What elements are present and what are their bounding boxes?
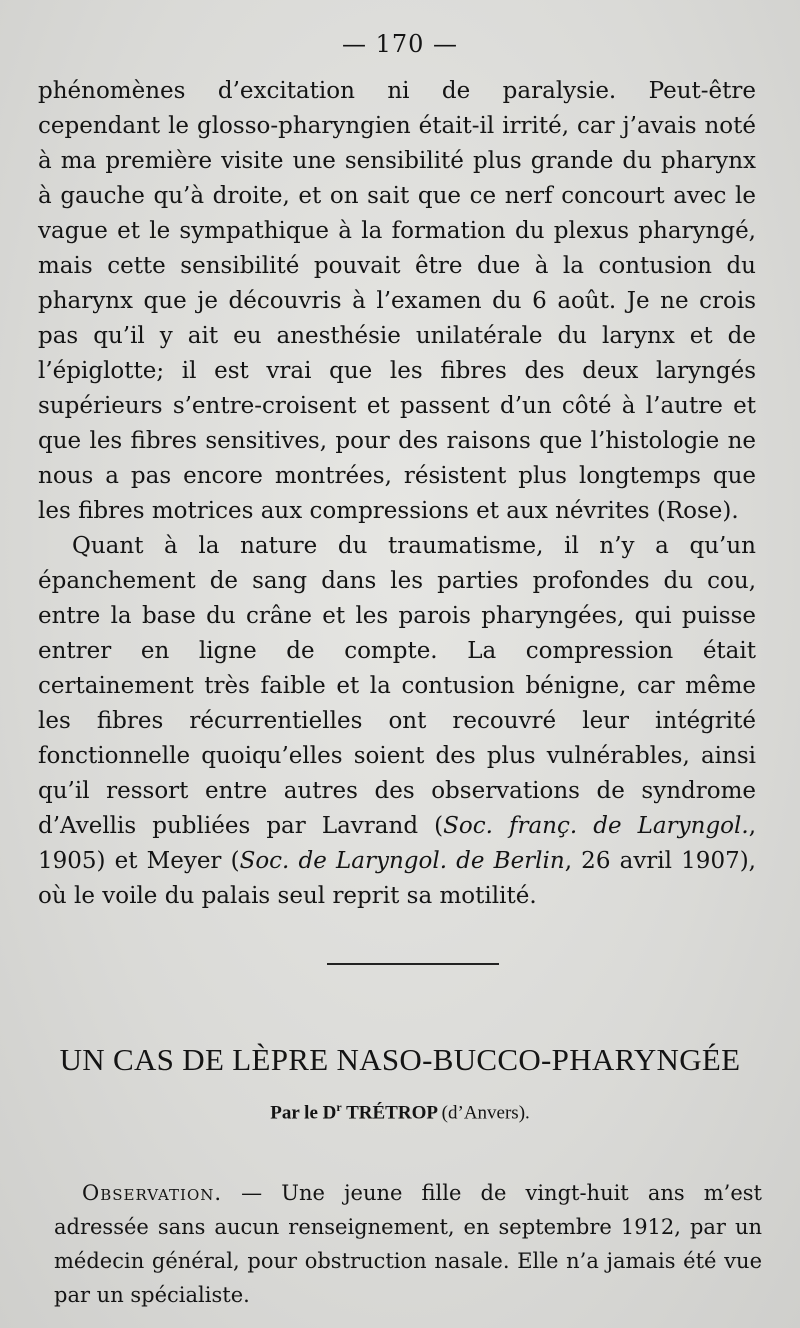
observation-text: — Une jeune fille de vingt-huit ans m’est adressée sans aucun renseignement, en septembre 1912, par un médecin général, pour obstruction nasale. Elle n’a jamais été vue par un spécialiste.: [54, 1181, 762, 1307]
section-divider: [327, 963, 499, 965]
observation-label: Observation.: [82, 1181, 223, 1205]
reference-meyer: Soc. de Laryngol. de Berlin: [239, 848, 565, 874]
paragraph-trauma-part1: Quant à la nature du traumatisme, il n’y a qu’un épanchement de sang dans les parties profondes du cou, entre la base du crâne et les parois pharyngées, qui puisse entrer en ligne de compte. La compression était certainement très faible et la contusion bénigne, car même les fibres récurrentielles ont recouvré leur intégrité fonctionnelle quoiqu’elles soient des plus vulnérables, ainsi qu’il ressort entre autres des observations de syndrome d’Avellis publiées par Lavrand (: [38, 533, 756, 839]
paragraph-trauma-part3: , 26 avril 1907), où le voile du palais seul reprit sa motilité.: [38, 848, 756, 909]
observation-section: [54, 1176, 762, 1312]
observation-paragraph: [54, 1176, 762, 1312]
paragraph-trauma: [38, 529, 756, 914]
byline-prefix: Par le D: [270, 1102, 337, 1124]
byline-sup: r: [336, 1100, 342, 1114]
author-name: TRÉTROP: [346, 1102, 437, 1124]
reference-lavrand: Soc. franç. de Laryngol.: [443, 813, 749, 839]
paragraph-neurology: phénomènes d’excitation ni de paralysie. Peut-être cependant le glosso-pharyngien était-il irrité, car j’avais noté à ma première visite une sensibilité plus grande du pharynx à gauche qu’à droite, et on sait que ce nerf concourt avec le vague et le sympathique à la formation du plexus pharyngé, mais cette sensibilité pouvait être due à la contusion du pharynx que je découvris à l’examen du 6 août. Je ne crois pas qu’il y ait eu anesthésie unilatérale du larynx et de l’épiglotte; il est vrai que les fibres des deux laryngés supérieurs s’entre-croisent et passent d’un côté à l’autre et que les fibres sensitives, pour des raisons que l’histologie ne nous a pas encore montrées, résistent plus longtemps que les fibres motrices aux compressions et aux névrites (Rose).: [38, 78, 756, 524]
paragraph-trauma-part2: , 1905) et Meyer (: [38, 813, 756, 874]
body-text: [38, 74, 756, 914]
byline-place: (d’Anvers).: [441, 1102, 530, 1124]
article-title: UN CAS DE LÈPRE NASO-BUCCO-PHARYNGÉE: [59, 1042, 741, 1077]
page-number: — 170 —: [341, 30, 459, 58]
byline: [0, 1100, 800, 1124]
